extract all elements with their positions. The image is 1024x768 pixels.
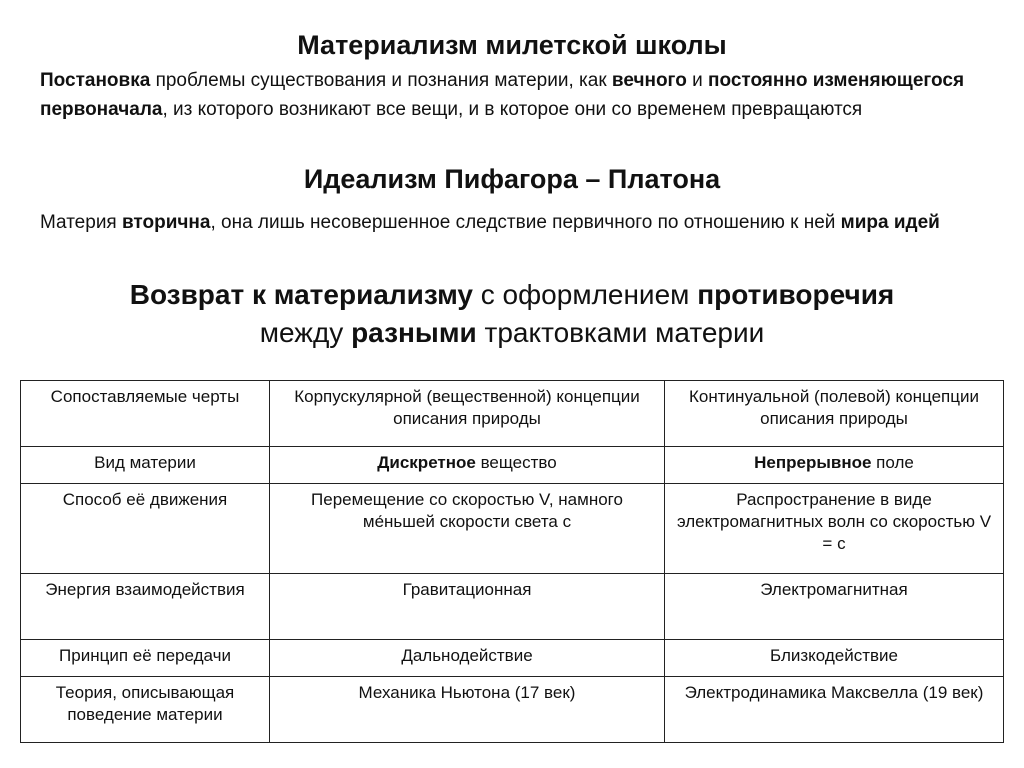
table-row (21, 677, 1004, 743)
table-cell: Дальнодействие (270, 640, 665, 677)
table-row (21, 484, 1004, 574)
paragraph-idealism (40, 208, 990, 238)
table-header-row (21, 381, 1004, 447)
table-cell: Близкодействие (665, 640, 1004, 677)
title-materialism: Материализм милетской школы (297, 30, 727, 60)
table-cell: Электромагнитная (665, 574, 1004, 640)
para1-segment: и (686, 70, 708, 91)
table-cell: Распространение в виде электромагнитных волн со скоростью V = с (665, 484, 1004, 574)
para1-segment: Постановка (40, 70, 151, 91)
para1-segment: проблемы существования и познания материи, как (150, 70, 612, 91)
title-return-to-materialism (0, 276, 1024, 352)
table-cell: Способ её движения (21, 484, 270, 574)
title3-segment: противоречия (697, 279, 895, 310)
table-cell: Электродинамика Максвелла (19 век) (665, 677, 1004, 743)
header-cell-continual: Континуальной (полевой) концепции описания природы (665, 381, 1004, 447)
header-cell-corpuscular: Корпускулярной (вещественной) концепции описания природы (270, 381, 665, 447)
table-cell: Механика Ньютона (17 век) (270, 677, 665, 743)
para1-segment: вечного (611, 70, 687, 91)
title3-segment: между (259, 317, 352, 348)
table-cell (665, 447, 1004, 484)
cell-bold-text: Дискретное (377, 453, 476, 472)
table-cell: Теория, описывающая поведение материи (21, 677, 270, 743)
table-cell: Принцип её передачи (21, 640, 270, 677)
title-idealism: Идеализм Пифагора – Платона (303, 164, 721, 194)
paragraph-materialism (40, 66, 990, 124)
table-cell (270, 447, 665, 484)
cell-bold-text: Непрерывное (754, 453, 872, 472)
cell-text: вещество (475, 453, 557, 472)
para2-segment: , она лишь несовершенное следствие первичного по отношению к ней (210, 212, 841, 233)
title3-segment: Возврат к материализму (129, 279, 473, 310)
para2-segment: вторична (122, 212, 211, 233)
para1-segment: постоянно изменяющегося первоначала (40, 70, 965, 120)
table-cell: Энергия взаимодействия (21, 574, 270, 640)
para2-segment: мира идей (840, 212, 940, 233)
table-row (21, 574, 1004, 640)
comparison-table (20, 380, 1004, 743)
cell-text: поле (871, 453, 914, 472)
table-cell: Перемещение со скоростью V, намного ме́ньшей скорости света с (270, 484, 665, 574)
table-cell: Гравитационная (270, 574, 665, 640)
title3-segment: разными (351, 317, 477, 348)
header-cell-features: Сопоставляемые черты (21, 381, 270, 447)
para1-segment: , из которого возникают все вещи, и в которое они со временем превращаются (162, 99, 863, 120)
para2-segment: Материя (40, 212, 122, 233)
title3-segment: трактовками материи (476, 317, 765, 348)
table-cell: Вид материи (21, 447, 270, 484)
table-row (21, 640, 1004, 677)
table-row (21, 447, 1004, 484)
title3-segment: с оформлением (473, 279, 698, 310)
